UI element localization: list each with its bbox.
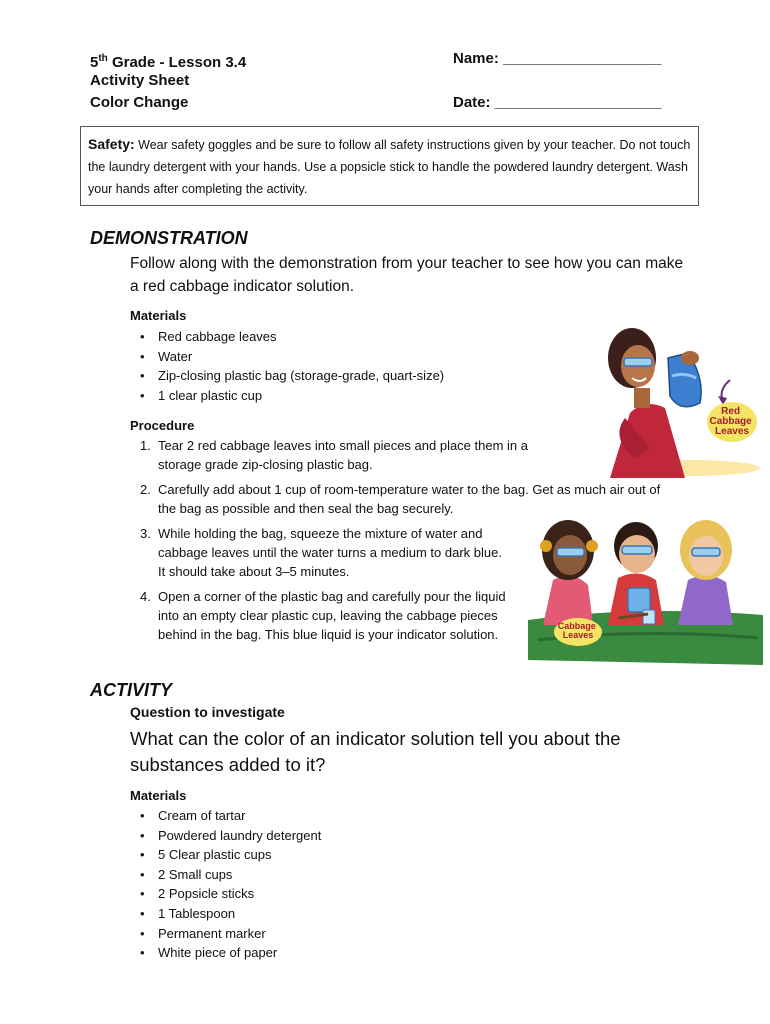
list-item: • Red cabbage leaves xyxy=(130,327,530,347)
activity-sheet-label: Activity Sheet xyxy=(90,72,190,89)
list-item: • 5 Clear plastic cups xyxy=(130,845,530,865)
list-item: • 1 Tablespoon xyxy=(130,904,530,924)
list-item: • Powdered laundry detergent xyxy=(130,826,530,846)
topic-label: Color Change xyxy=(90,94,189,111)
safety-box xyxy=(80,126,699,206)
demonstration-heading: DEMONSTRATION xyxy=(90,228,248,248)
list-item: • Water xyxy=(130,347,530,367)
students-illustration xyxy=(528,510,763,665)
grade-suffix: th xyxy=(98,53,108,64)
safety-text: Wear safety goggles and be sure to follow all safety instructions given by your teacher. Do not touch the laundry detergent with your hands. Use a popsicle stick to handle the powdered laundry detergent. Wash your hands after completing the activity. xyxy=(88,138,691,196)
cabbage-leaves-label: Cabbage Leaves xyxy=(557,621,596,640)
list-item: • 2 Small cups xyxy=(130,865,530,885)
list-item: • Cream of tartar xyxy=(130,806,530,826)
date-field[interactable]: Date: ____________________ xyxy=(453,94,662,111)
list-item: • 1 clear plastic cup xyxy=(130,386,530,406)
demo-materials-heading: Materials xyxy=(130,308,187,323)
procedure-step: 4. Open a corner of the plastic bag and carefully pour the liquid into an empty clear plastic cup, leaving the cabbage pieces behind in the bag. This blue liquid is your indicator solution. xyxy=(140,589,506,642)
procedure-heading: Procedure xyxy=(130,418,195,433)
demo-materials-list xyxy=(130,327,530,405)
procedure-step: 3. While holding the bag, squeeze the mixture of water and cabbage leaves until the water turns a medium to dark blue. It should take about 3–5 minutes. xyxy=(140,526,502,579)
list-item: • Zip-closing plastic bag (storage-grade, quart-size) xyxy=(130,366,530,386)
question-heading: Question to investigate xyxy=(130,704,285,720)
activity-materials-heading: Materials xyxy=(130,788,187,803)
teacher-illustration xyxy=(590,318,760,478)
name-field[interactable]: Name: ___________________ xyxy=(453,50,662,67)
grade-lesson: Grade - Lesson 3.4 xyxy=(107,54,247,71)
list-item: • 2 Popsicle sticks xyxy=(130,884,530,904)
red-cabbage-label: Red Cabbage Leaves xyxy=(709,406,752,437)
list-item: • Permanent marker xyxy=(130,924,530,944)
activity-materials-list xyxy=(130,806,530,963)
safety-label: Safety: xyxy=(88,136,135,152)
list-item: • White piece of paper xyxy=(130,943,530,963)
demonstration-intro: Follow along with the demonstration from your teacher to see how you can make a red cabbage indicator solution. xyxy=(130,255,684,295)
procedure-step: 1. Tear 2 red cabbage leaves into small pieces and place them in a storage grade zip-closing plastic bag. xyxy=(140,438,528,472)
procedure-step: 2. Carefully add about 1 cup of room-temperature water to the bag. Get as much air out of the bag as possible and then seal the bag securely. xyxy=(140,482,661,516)
grade-number: 5 xyxy=(90,54,99,71)
investigation-question: What can the color of an indicator solution tell you about the substances added to it? xyxy=(130,728,621,775)
activity-heading: ACTIVITY xyxy=(90,680,173,700)
